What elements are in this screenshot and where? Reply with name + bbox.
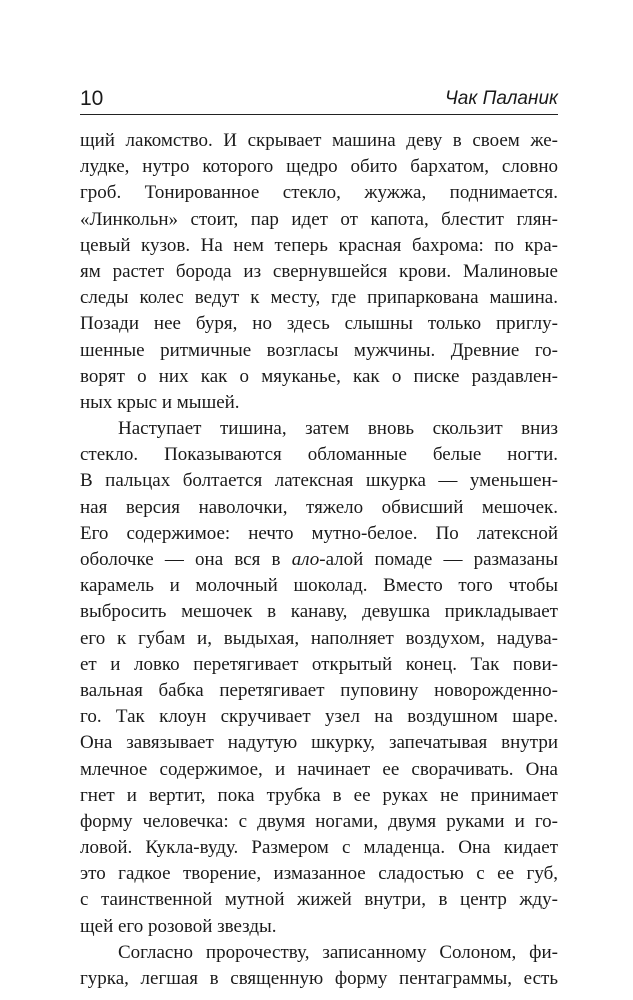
text-line: Его содержимое: нечто мутно-белое. По латексной	[80, 522, 558, 544]
text-line: Она завязывает надутую шкурку, запечатывая внутри	[80, 732, 558, 754]
text-line: цевый кузов. На нем теперь красная бахрома: по кра-	[80, 234, 558, 256]
text-after-italic: -алой помаде — размазаны	[319, 549, 558, 570]
page-header	[80, 84, 558, 115]
text-before-italic: оболочке — она вся в	[80, 549, 292, 570]
text-line: шенные ритмичные возгласы мужчины. Древние го-	[80, 339, 558, 361]
page-number: 10	[80, 87, 104, 110]
text-line: следы колес ведут к месту, где припаркована машина.	[80, 287, 558, 309]
text-line: гурка, легшая в священную форму пентаграммы, есть	[80, 968, 558, 989]
text-line: ная версия наволочки, тяжело обвисший мешочек.	[80, 496, 558, 518]
text-line: гроб. Тонированное стекло, жужжа, поднимается.	[80, 182, 558, 204]
text-line: карамель и молочный шоколад. Вместо того чтобы	[80, 575, 558, 597]
text-line: Согласно пророчеству, записанному Солоном, фи-	[118, 941, 558, 963]
text-line: лудке, нутро которого щедро обито бархатом, словно	[80, 156, 558, 178]
text-line: ных крыс и мышей.	[80, 391, 240, 413]
running-title: Чак Паланик	[444, 88, 558, 109]
text-line: гнет и вертит, пока трубка в ее руках не принимает	[80, 784, 558, 806]
text-line: ям растет борода из свернувшейся крови. Малиновые	[80, 260, 558, 282]
text-line: выбросить мешочек в канаву, девушка прикладывает	[80, 601, 558, 623]
text-line: щий лакомство. И скрывает машина деву в своем же-	[80, 130, 558, 151]
text-line-with-italic	[80, 547, 558, 573]
text-line: ет и ловко перетягивает открытый конец. Так пови-	[80, 653, 558, 675]
text-line: ворят о них как о мяуканье, как о писке раздавлен-	[80, 365, 558, 387]
text-line: щей его розовой звезды.	[80, 915, 277, 937]
text-line: с таинственной мутной жижей внутри, в центр жду-	[80, 889, 558, 911]
body-text	[80, 128, 558, 992]
text-line: вальная бабка перетягивает пуповину новорожденно-	[80, 679, 558, 701]
paragraph-1	[80, 128, 558, 416]
text-line: его к губам и, выдыхая, наполняет воздухом, надува-	[80, 627, 558, 649]
text-line: Позади нее буря, но здесь слышны только приглу-	[80, 313, 558, 335]
paragraph-3	[80, 940, 558, 992]
text-line: В пальцах болтается латексная шкурка — уменьшен-	[80, 470, 558, 492]
paragraph-2	[80, 416, 558, 940]
text-line: форму человечка: с двумя ногами, двумя руками и го-	[80, 810, 558, 832]
text-line: Наступает тишина, затем вновь скользит вниз	[118, 418, 558, 440]
text-line: это гадкое творение, измазанное сладостью с ее губ,	[80, 863, 558, 885]
text-line: млечное содержимое, и начинает ее сворачивать. Она	[80, 758, 558, 780]
italic-word: ало	[291, 549, 320, 570]
text-line: го. Так клоун скручивает узел на воздушном шаре.	[80, 706, 558, 728]
text-line: «Линкольн» стоит, пар идет от капота, блестит глян-	[80, 208, 558, 230]
text-line: стекло. Показываются обломанные белые ногти.	[80, 444, 558, 466]
text-line: ловой. Кукла-вуду. Размером с младенца. Она кидает	[80, 837, 558, 859]
